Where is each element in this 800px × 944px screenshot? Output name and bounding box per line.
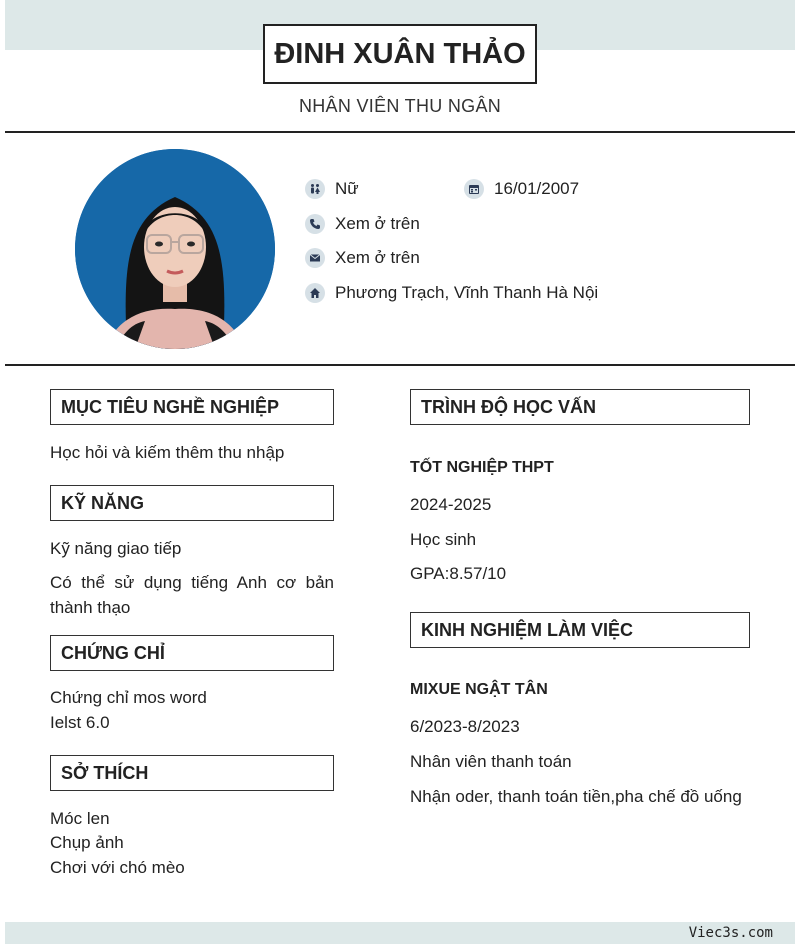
skill-item: Có thể sử dụng tiếng Anh cơ bản thành thạo [50, 573, 334, 617]
divider-middle [5, 364, 795, 366]
objective-text: Học hỏi và kiếm thêm thu nhập [50, 443, 285, 462]
education-degree: TỐT NGHIỆP THPT [410, 459, 554, 476]
calendar-icon [464, 179, 484, 199]
home-icon [305, 283, 325, 303]
divider-top [5, 131, 795, 133]
experience-heading: KINH NGHIỆM LÀM VIỆC [410, 612, 750, 648]
experience-period: 6/2023-8/2023 [410, 717, 520, 736]
candidate-name: ĐINH XUÂN THẢO [263, 24, 537, 84]
gender-value: Nữ [335, 179, 359, 198]
education-role: Học sinh [410, 530, 477, 549]
hobby-item: Chụp ảnh [50, 833, 124, 852]
experience-company: MIXUE NGẬT TÂN [410, 681, 548, 698]
phone-icon [305, 214, 325, 234]
footer-band [5, 922, 795, 944]
phone-row [305, 214, 420, 234]
skills-heading: KỸ NĂNG [50, 485, 334, 521]
profile-photo [75, 149, 275, 349]
certificates-heading: CHỨNG CHỈ [50, 635, 334, 671]
birthdate-value: 16/01/2007 [494, 179, 580, 198]
hobbies-heading: SỞ THÍCH [50, 755, 334, 791]
email-icon [305, 248, 325, 268]
hobby-item: Móc len [50, 809, 110, 828]
phone-value: Xem ở trên [335, 214, 420, 233]
objective-heading: MỤC TIÊU NGHỀ NGHIỆP [50, 389, 334, 425]
certificate-item: Chứng chỉ mos word [50, 688, 207, 707]
job-title: NHÂN VIÊN THU NGÂN [298, 96, 502, 116]
birthdate-row [464, 179, 579, 199]
hobby-item: Chơi với chó mèo [50, 858, 185, 877]
address-row [305, 283, 598, 303]
certificate-item: Ielst 6.0 [50, 713, 110, 732]
email-row [305, 248, 420, 268]
address-value: Phương Trạch, Vĩnh Thanh Hà Nội [335, 283, 599, 302]
experience-description: Nhận oder, thanh toán tiền,pha chế đồ uống [410, 787, 742, 806]
watermark: Viec3s.com [688, 925, 773, 941]
gender-row [305, 179, 359, 199]
education-period: 2024-2025 [410, 495, 492, 514]
skill-item: Kỹ năng giao tiếp [50, 539, 182, 558]
education-gpa: GPA:8.57/10 [410, 564, 507, 583]
email-value: Xem ở trên [335, 248, 420, 267]
gender-icon [305, 179, 325, 199]
education-heading: TRÌNH ĐỘ HỌC VẤN [410, 389, 750, 425]
experience-position: Nhân viên thanh toán [410, 752, 572, 771]
